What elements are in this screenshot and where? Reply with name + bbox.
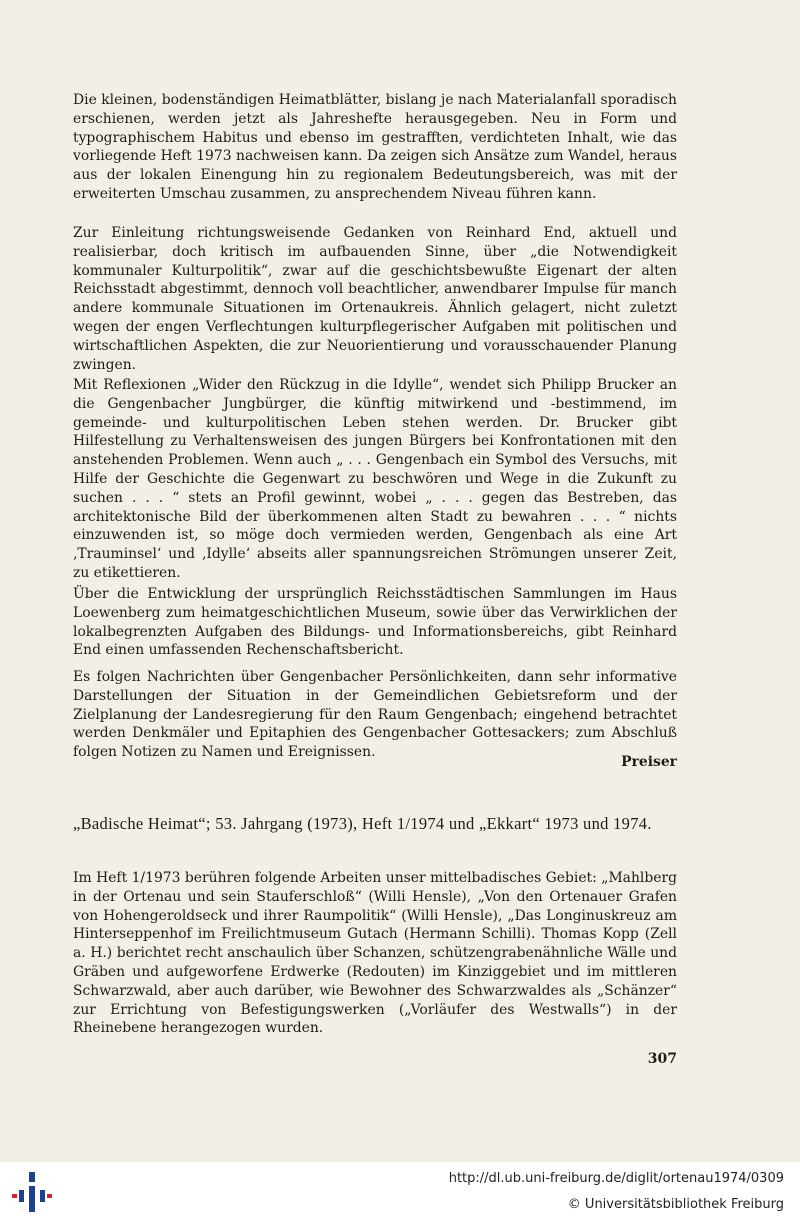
- ub-freiburg-logo-icon: [12, 1170, 52, 1214]
- paragraph: Im Heft 1/1973 berühren folgende Arbeiten unser mittelbadisches Gebiet: „Mahlberg in der Ortenau und sein Stauferschloß“ (Willi Hensle), „Von den Ortenauer Grafen von Hohengeroldseck und ihrer Raumpolitik“ (Willi Hensle), „Das Longinuskreuz am Hinterseppenhof im Freilichtmuseum Gutach (Hermann Schilli). Thomas Kopp (Zell a. H.) berichtet recht anschaulich über Schanzen, schützengrabenähnliche Wälle und Gräben und aufgeworfene Erdwerke (Redouten) im Kinziggebiet und im mittleren Schwarzwald, aber auch darüber, wie Bewohner des Schwarzwaldes als „Schänzer“ zur Errichtung von Befestigungswerken („Vorläufer des Westwalls“) in der Rheinebene herangezogen wurden.: [73, 870, 677, 1037]
- viewer-footer: [0, 1162, 800, 1220]
- paragraph: Zur Einleitung richtungsweisende Gedanken von Reinhard End, aktuell und realisierbar, doch kritisch im aufbauenden Sinne, über „die Notwendigkeit kommunaler Kulturpolitik“, zwar auf die geschichtsbewußte Eigenart der alten Reichsstadt abgestimmt, dennoch voll beachtlicher, anwendbarer Impulse für manch andere kommunale Situationen im Ortenaukreis. Ähnlich gelagert, nicht zuletzt wegen der engen Verflechtungen kulturpflegerischer Aufgaben mit politischen und wirtschaftlichen Aspekten, die zur Neuorientierung und vorausschauender Planung zwingen.: [73, 225, 677, 373]
- page-number: 307: [647, 1051, 677, 1067]
- copyright-text: © Universitätsbibliothek Freiburg: [567, 1197, 784, 1212]
- source-url-link[interactable]: http://dl.ub.uni-freiburg.de/diglit/ortenau1974/0309: [448, 1171, 784, 1186]
- paragraph: Die kleinen, bodenständigen Heimatblätter, bislang je nach Materialanfall sporadisch erschienen, werden jetzt als Jahreshefte herausgegeben. Neu in Form und typographischem Habitus und ebenso im gestrafften, verdichteten Inhalt, wie das vorliegende Heft 1973 nachweisen kann. Da zeigen sich Ansätze zum Wandel, heraus aus der lokalen Einengung hin zu regionalem Bedeutungsbereich, was mit der erweiterten Umschau zusammen, zu ansprechendem Niveau führen kann.: [73, 92, 677, 202]
- paragraph: Es folgen Nachrichten über Gengenbacher Persönlichkeiten, dann sehr informative Darstellungen der Situation in der Gemeindlichen Gebietsreform und der Zielplanung der Landesregierung für den Raum Gengenbach; eingehend betrachtet werden Denkmäler und Epitaphien des Gengenbacher Gottesackers; zum Abschluß folgen Notizen zu Namen und Ereignissen.: [73, 669, 677, 761]
- section-heading: „Badische Heimat“; 53. Jahrgang (1973), Heft 1/1974 und „Ekkart“ 1973 und 1974.: [73, 814, 652, 833]
- paragraph: Mit Reflexionen „Wider den Rückzug in die Idylle“, wendet sich Philipp Brucker an die Gengenbacher Jungbürger, die künftig mitwirkend und -bestimmend, im gemeinde- und kulturpolitischen Leben stehen werden. Dr. Brucker gibt Hilfestellung zu Verhaltensweisen des jungen Bürgers bei Konfrontationen mit den anstehenden Problemen. Wenn auch „ . . . Gengenbach ein Symbol des Versuchs, mit Hilfe der Geschichte die Gegenwart zu beschwören und Wege in die Zukunft zu suchen . . . “ stets an Profil gewinnt, wobei „ . . . gegen das Bestreben, das architektonische Bild der überkommenen alten Stadt zu bewahren . . . “ nichts einzuwenden ist, so möge doch vermieden werden, Gengenbach als eine Art ‚Trauminsel‘ und ‚Idylle‘ abseits aller spannungsreichen Strömungen unserer Zeit, zu etikettieren.: [73, 377, 677, 581]
- author-signature: Preiser: [621, 754, 677, 770]
- paragraph: Über die Entwicklung der ursprünglich Reichsstädtischen Sammlungen im Haus Loewenberg zum heimatgeschichtlichen Museum, sowie über das Verwirklichen der lokalbegrenzten Aufgaben des Bildungs- und Informationsbereichs, gibt Reinhard End einen umfassenden Rechenschaftsbericht.: [73, 586, 677, 659]
